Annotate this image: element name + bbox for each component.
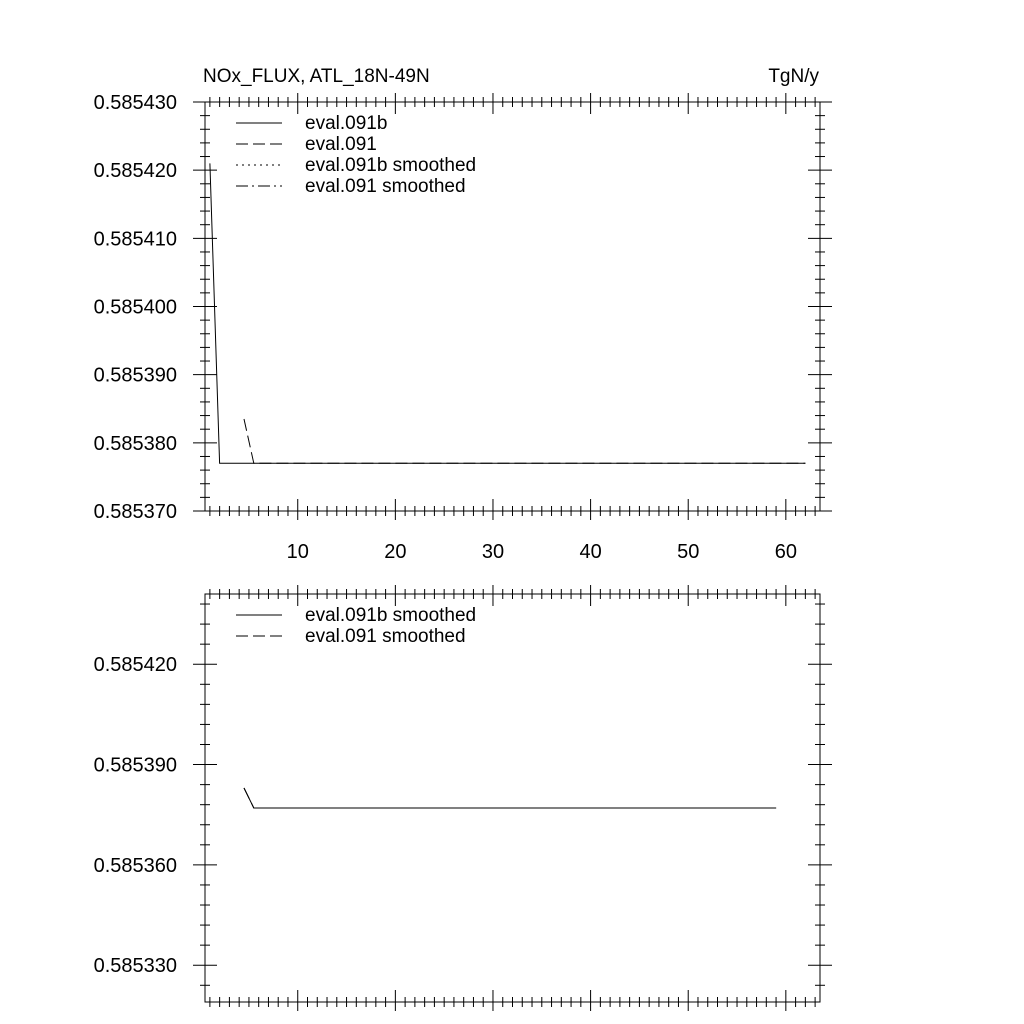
x-tick-label: 50 [677,541,700,563]
y-tick-label: 0.585330 [93,955,177,978]
units-label: TgN/y [768,66,819,87]
chart-title: NOx_FLUX, ATL_18N-49N [203,66,430,87]
y-tick-label: 0.585430 [93,92,177,114]
series-line-0 [244,788,776,808]
legend-label: eval.091b smoothed [305,155,477,176]
legend-label: eval.091 smoothed [305,176,466,197]
y-tick-label: 0.585420 [93,654,177,677]
series-line-1 [244,419,805,463]
plot-frame [205,102,820,511]
x-tick-label: 10 [286,541,309,563]
y-tick-label: 0.585400 [93,296,177,319]
y-tick-label: 0.585380 [93,432,177,455]
y-tick-label: 0.585390 [93,364,177,387]
y-tick-label: 0.585410 [93,228,177,251]
y-tick-label: 0.585390 [93,754,177,777]
x-tick-label: 40 [579,541,602,563]
series-line-1 [244,788,776,808]
bottom-panel [94,585,832,1011]
y-tick-label: 0.585360 [93,854,177,877]
plot-frame [205,594,820,1002]
y-tick-label: 0.585420 [93,160,177,183]
x-tick-label: 60 [774,541,797,563]
y-tick-label: 0.585370 [93,501,177,523]
legend-label: eval.091b [305,113,388,134]
series-line-0 [210,163,806,463]
top-panel [94,66,832,563]
legend-label: eval.091 [305,134,377,155]
legend-label: eval.091 smoothed [305,626,466,647]
legend-label: eval.091b smoothed [305,605,477,626]
x-tick-label: 20 [384,541,407,563]
x-tick-label: 30 [481,541,505,563]
